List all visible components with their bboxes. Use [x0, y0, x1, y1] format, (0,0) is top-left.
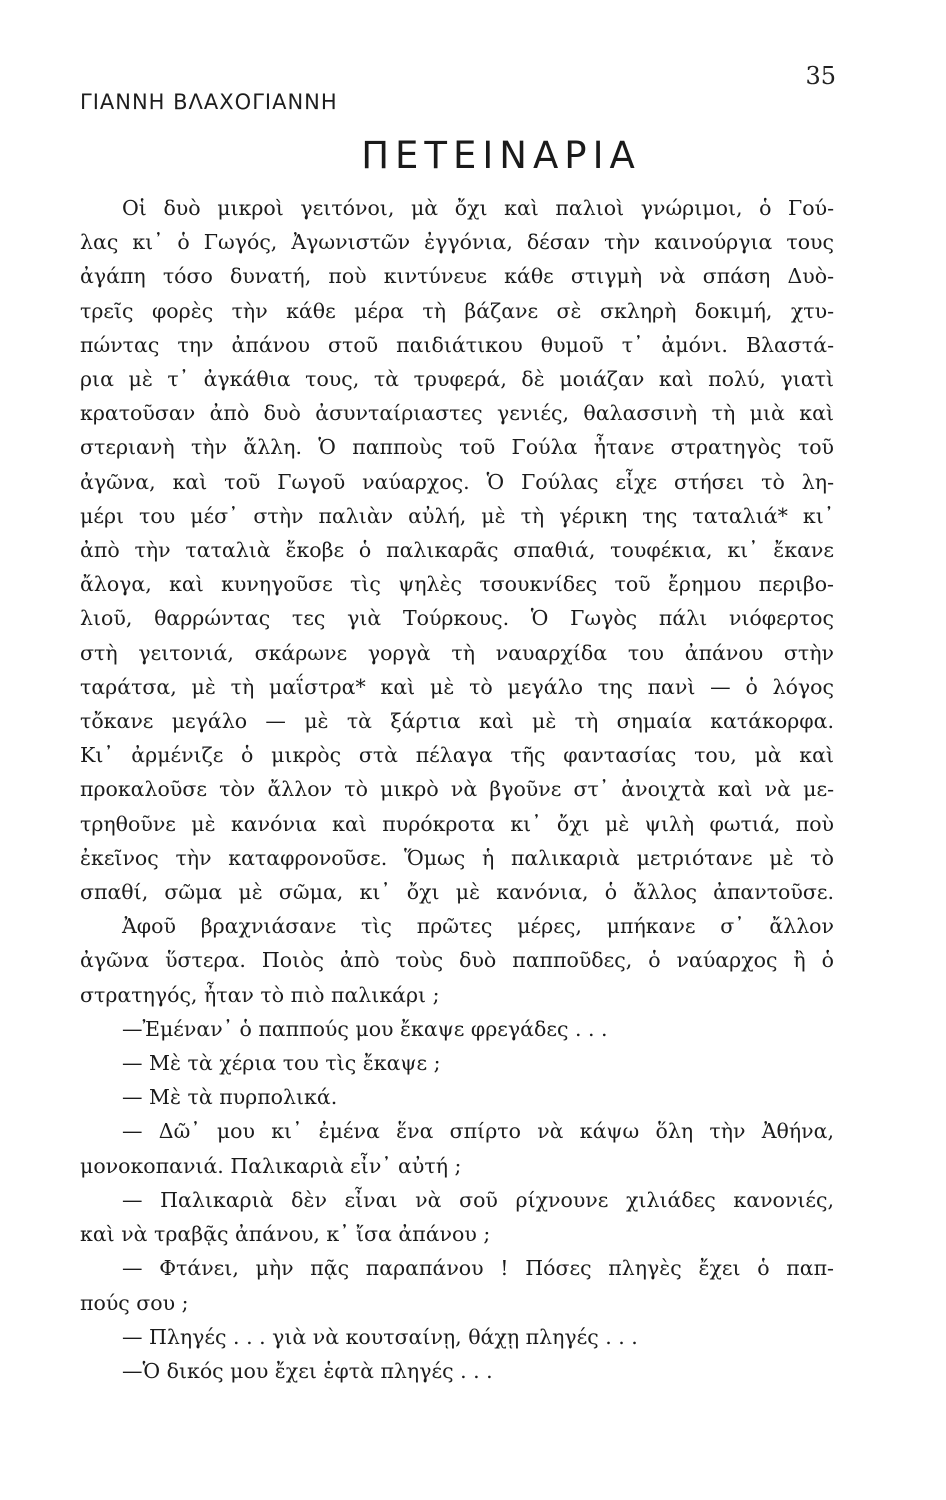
body-text — [80, 191, 834, 1388]
text-line: στὴ γειτονιά, σκάρωνε γοργὰ τὴ ναυαρχίδα του ἀπάνου στὴν — [80, 640, 834, 665]
text-line: —Ὁ δικός μου ἔχει ἑφτὰ πληγές . . . — [122, 1358, 493, 1383]
author-name: ΓΙΑΝΝΗ ΒΛΑΧΟΓΙΑΝΝΗ — [80, 90, 338, 114]
text-line: μονοκοπανιά. Παλικαριὰ εἶν᾿ αὐτή ; — [80, 1153, 462, 1178]
text-line: — Παλικαριὰ δὲν εἶναι νὰ σοῦ ρίχνουνε χιλιάδες κανονιές, — [122, 1187, 834, 1212]
text-line: ἄλογα, καὶ κυνηγοῦσε τὶς ψηλὲς τσουκνίδες τοῦ ἔρημου περιβο- — [80, 572, 834, 597]
text-line: ἐκεῖνος τὴν καταφρονοῦσε. Ὅμως ἡ παλικαριὰ μετριότανε μὲ τὸ — [80, 845, 834, 870]
text-line: λιοῦ, θαρρώντας τες γιὰ Τούρκους. Ὁ Γωγὸς πάλι νιόφερτος — [80, 606, 834, 631]
text-line: — Μὲ τὰ πυρπολικά. — [122, 1085, 338, 1110]
text-line: Οἱ δυὸ μικροὶ γειτόνοι, μὰ ὄχι καὶ παλιοὶ γνώριμοι, ὁ Γού- — [122, 196, 834, 220]
text-line: — Πληγές . . . γιὰ νὰ κουτσαίνῃ, θάχῃ πληγές . . . — [122, 1324, 638, 1349]
text-line: πώντας την ἀπάνου στοῦ παιδιάτικου θυμοῦ τ᾿ ἀμόνι. Βλαστά- — [80, 332, 834, 357]
text-line: ταράτσα, μὲ τὴ μαΐστρα* καὶ μὲ τὸ μεγάλο της πανὶ — ὁ λόγος — [80, 674, 834, 699]
text-line: τὄκανε μεγάλο — μὲ τὰ ξάρτια καὶ μὲ τὴ σημαία κατάκορφα. — [80, 709, 834, 734]
text-line: ἀπὸ τὴν ταταλιὰ ἔκοβε ὁ παλικαρᾶς σπαθιά, τουφέκια, κι᾿ ἔκανε — [80, 538, 834, 563]
text-line: σπαθί, σῶμα μὲ σῶμα, κι᾿ ὄχι μὲ κανόνια, ὁ ἄλλος ἀπαντοῦσε. — [80, 880, 834, 905]
text-line: κρατοῦσαν ἀπὸ δυὸ ἀσυνταίριαστες γενιές, θαλασσινὴ τὴ μιὰ καὶ — [80, 401, 834, 426]
text-line: ρια μὲ τ᾿ ἀγκάθια τους, τὰ τρυφερά, δὲ μοιάζαν καὶ πολύ, γιατὶ — [80, 367, 834, 392]
page-number: 35 — [805, 62, 836, 90]
text-line: προκαλοῦσε τὸν ἄλλον τὸ μικρὸ νὰ βγοῦνε στ᾿ ἀνοιχτὰ καὶ νὰ με- — [80, 777, 834, 802]
text-line: — Μὲ τὰ χέρια του τὶς ἔκαψε ; — [122, 1051, 441, 1076]
text-line: στρατηγός, ἦταν τὸ πιὸ παλικάρι ; — [80, 982, 440, 1007]
text-line: ἀγῶνα, καὶ τοῦ Γωγοῦ ναύαρχος. Ὁ Γούλας εἶχε στήσει τὸ λη- — [80, 469, 834, 494]
text-line: — Φτάνει, μὴν πᾷς παραπάνου ! Πόσες πληγὲς ἔχει ὁ παπ- — [122, 1256, 834, 1281]
text-line: στεριανὴ τὴν ἄλλη. Ὁ παπποὺς τοῦ Γούλα ἦτανε στρατηγὸς τοῦ — [80, 435, 834, 460]
story-title: ΠΕΤΕΙΝΑΡΙΑ — [361, 134, 641, 177]
text-line: — Δῶ᾿ μου κι᾿ ἐμένα ἕνα σπίρτο νὰ κάψω ὅλη τὴν Ἀθήνα, — [122, 1119, 834, 1144]
text-line: —Ἐμέναν᾿ ὁ παππούς μου ἔκαψε φρεγάδες . . . — [122, 1016, 608, 1041]
text-line: Κι᾿ ἀρμένιζε ὁ μικρὸς στὰ πέλαγα τῆς φαντασίας του, μὰ καὶ — [80, 743, 834, 768]
text-line: ἀγάπη τόσο δυνατή, ποὺ κιντύνευε κάθε στιγμὴ νὰ σπάση Δυὸ- — [80, 264, 834, 289]
text-line: τρηθοῦνε μὲ κανόνια καὶ πυρόκροτα κι᾿ ὄχι μὲ ψιλὴ φωτιά, ποὺ — [80, 811, 834, 836]
text-line: ἀγῶνα ὕστερα. Ποιὸς ἀπὸ τοὺς δυὸ παπποῦδες, ὁ ναύαρχος ἢ ὁ — [80, 948, 834, 973]
text-line: καὶ νὰ τραβᾷς ἀπάνου, κ᾿ ἴσα ἀπάνου ; — [80, 1222, 491, 1247]
text-line: μέρι του μέσ᾿ στὴν παλιὰν αὐλή, μὲ τὴ γέρικη της ταταλιά* κι᾿ — [80, 503, 834, 528]
text-line: τρεῖς φορὲς τὴν κάθε μέρα τὴ βάζανε σὲ σκληρὴ δοκιμή, χτυ- — [80, 298, 834, 323]
text-line: πούς σου ; — [80, 1290, 189, 1315]
text-line: Ἀφοῦ βραχνιάσανε τὶς πρῶτες μέρες, μπήκανε σ᾿ ἄλλον — [122, 914, 834, 939]
text-line: λας κι᾿ ὁ Γωγός, Ἀγωνιστῶν ἐγγόνια, δέσαν τὴν καινούργια τους — [80, 230, 834, 255]
